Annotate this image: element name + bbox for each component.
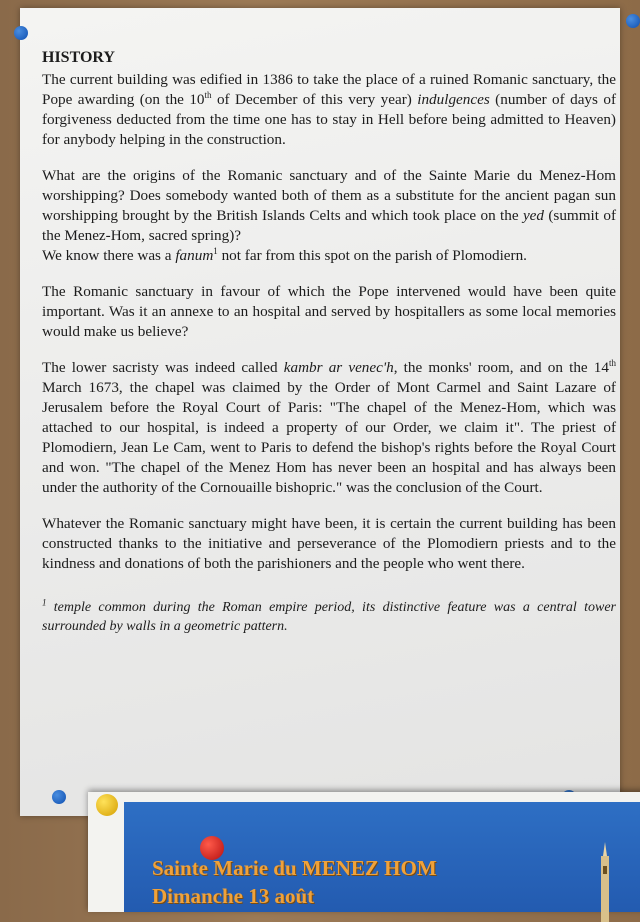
- yellow-pin-icon: [96, 794, 118, 816]
- text-run: The current building was edified in 1386 to take the place of a ruined Romanic sanctuary, the Pope awarding (on the 10: [42, 71, 616, 108]
- text-run: The lower sacristy was indeed called: [42, 359, 284, 376]
- paragraph-4: [42, 358, 616, 498]
- text-run: (number of days of forgiveness deducted from the time one has to stay in Hell before being admitted to Heaven) for anybody helping in the construction.: [42, 91, 616, 148]
- superscript: th: [608, 357, 616, 368]
- blue-pin-icon: [52, 790, 66, 804]
- blue-pin-icon: [14, 26, 28, 40]
- poster: [88, 792, 640, 912]
- footnote-text: temple common during the Roman empire period, its distinctive feature was a central tower surrounded by walls in a geometric pattern.: [42, 600, 616, 634]
- emphasis: yed: [522, 207, 545, 224]
- emphasis: fanum: [175, 247, 214, 264]
- text-run: We know there was a: [42, 247, 176, 264]
- emphasis: indulgences: [417, 91, 490, 108]
- text-run: What are the origins of the Romanic sanctuary and of the Sainte Marie du Menez-Hom worshipping? Does somebody wanted both of them as a substitute for the ancient pagan sun worshipping brought by the British Islands Celts and which took place on the: [42, 167, 616, 224]
- text-run: , the monks' room, and on the 14: [393, 359, 609, 376]
- superscript: th: [204, 89, 212, 100]
- poster-date: Dimanche 13 août: [152, 884, 315, 908]
- paragraph-3: The Romanic sanctuary in favour of which the Pope intervened would have been quite important. Was it an annexe to an hospital and served by hospitallers as some local memories would make us believe?: [42, 283, 616, 340]
- section-heading: HISTORY: [42, 49, 115, 66]
- poster-title: Sainte Marie du MENEZ HOM: [152, 856, 437, 880]
- paragraph-5: Whatever the Romanic sanctuary might have been, it is certain the current building has been constructed thanks to the initiative and perseverance of the Plomodiern priests and to the kindness and donations of both the parishioners and the people who went there.: [42, 515, 616, 572]
- blue-pin-icon: [626, 14, 640, 28]
- text-run: March 1673, the chapel was claimed by the Order of Mont Carmel and Saint Lazare of Jerusalem before the Royal Court of Paris: "The chapel of the Menez-Hom, which was attached to our hospital, is indeed a property of our Order, we claim it". The priest of Plomodiern, Jean Le Cam, went to Paris to defend the bishop's rights before the Royal Court and won. "The chapel of the Menez Hom has never been an hospital and has always been under the authority of the Cornouaille bishopric." was the conclusion of the Court.: [42, 379, 616, 496]
- footnote-mark: 1: [42, 597, 47, 608]
- emphasis: kambr ar venec'h: [283, 359, 394, 376]
- paragraph-1: [42, 70, 616, 150]
- text-run: not far from this spot on the parish of Plomodiern.: [217, 247, 527, 264]
- paragraph-2: [42, 166, 616, 266]
- text-run: (summit of the Menez-Hom, sacred spring)?: [42, 207, 616, 244]
- footnote-mark: 1: [213, 245, 218, 256]
- church-tower-icon: [594, 842, 616, 922]
- footnote: [42, 598, 616, 636]
- history-text: [42, 48, 616, 636]
- text-run: of December of this very year): [211, 91, 418, 108]
